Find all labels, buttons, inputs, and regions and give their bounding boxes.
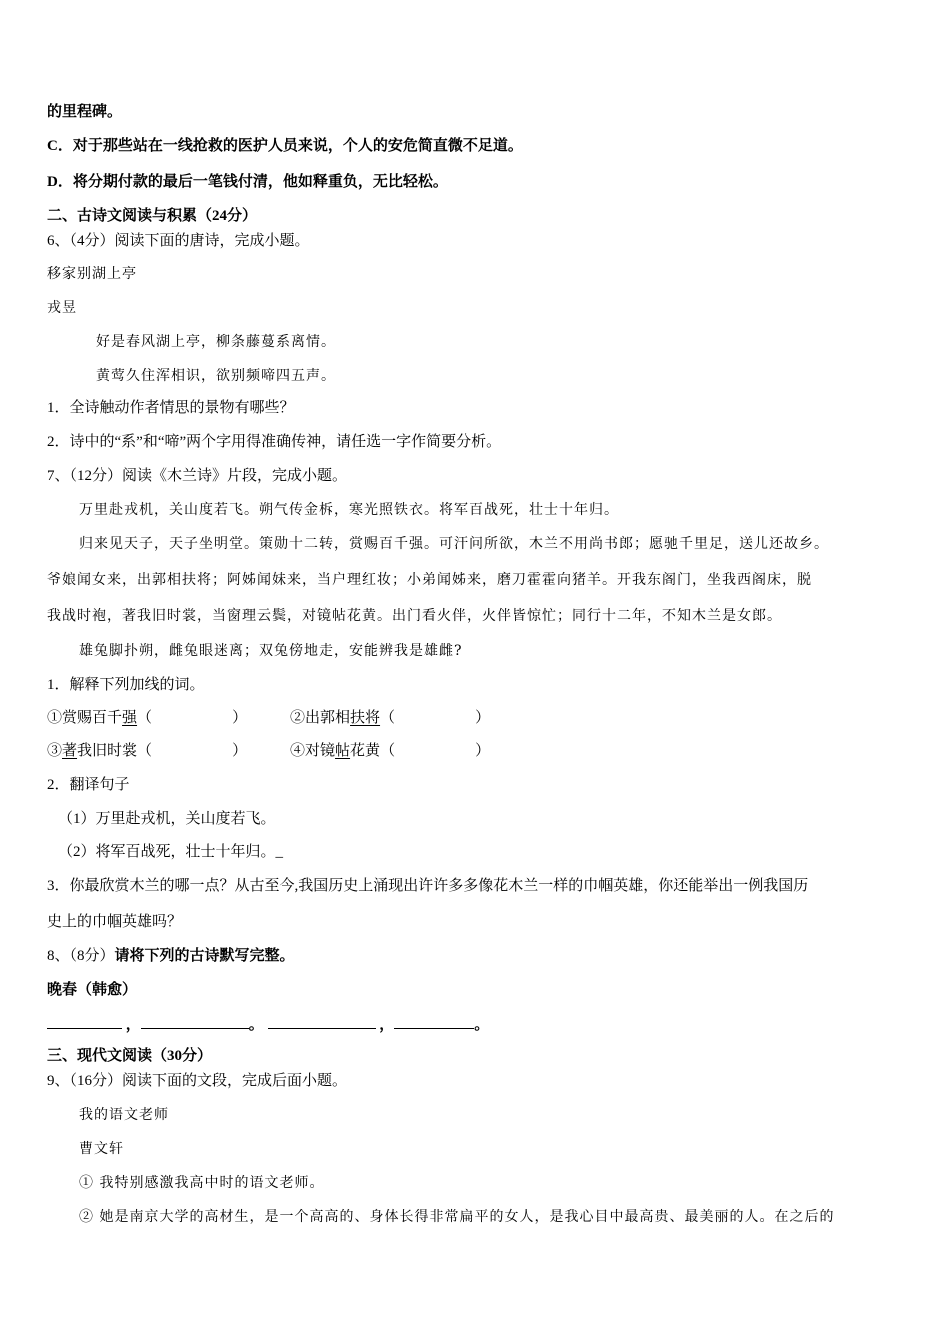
item-number: ② (290, 710, 306, 726)
word-item-3 (47, 741, 247, 761)
punct: ， (125, 1017, 141, 1033)
mulan-paragraph: 雄兔脚扑朔，雌兔眼迷离；双兔傍地走，安能辨我是雄雌? (79, 643, 463, 659)
open-paren: （ (137, 710, 153, 726)
item-text: 出郭相 (305, 710, 351, 726)
question-7-1: 1．解释下列加线的词。 (47, 677, 205, 693)
essay-paragraph: ① 我特别感激我高中时的语文老师。 (79, 1175, 325, 1191)
translate-item: （2）将军百战死，壮士十年归。_ (58, 844, 284, 860)
fill-blank[interactable] (394, 1012, 474, 1029)
section-heading: 二、古诗文阅读与积累（24分） (47, 208, 258, 224)
poem-author: 戎昱 (47, 300, 77, 316)
translate-item: （1）万里赴戎机，关山度若飞。 (58, 811, 276, 827)
question-8 (47, 946, 295, 966)
underlined-word: 帖 (335, 743, 351, 759)
underlined-word: 强 (122, 710, 138, 726)
option-text: 对于那些站在一线抢救的医护人员来说，个人的安危简直微不足道。 (72, 138, 523, 154)
item-number: ④ (290, 743, 306, 759)
item-number: ① (47, 710, 63, 726)
open-paren: （ (137, 743, 153, 759)
poem-line: 黄莺久住浑相识，欲别频啼四五声。 (96, 368, 336, 384)
poem-title: 晚春（韩愈） (47, 982, 138, 998)
option-label: C． (47, 138, 73, 154)
punct: 。 (474, 1017, 490, 1033)
question-7-3: 3．你最欣赏木兰的哪一点？从古至今,我国历史上涌现出许许多多像花木兰一样的巾帼英雄，你还能举出一例我国历 (47, 878, 809, 894)
item-text: 对镜 (305, 743, 336, 759)
fill-blank[interactable] (47, 1012, 122, 1029)
open-paren: （ (380, 710, 396, 726)
item-text: 赏赐百千 (62, 710, 123, 726)
option-c (47, 136, 523, 156)
fill-blank[interactable] (141, 1012, 249, 1029)
underlined-word: 扶将 (350, 710, 381, 726)
question-number: 8、（8分） (47, 948, 115, 964)
question-6: 6、（4分）阅读下面的唐诗，完成小题。 (47, 233, 310, 249)
question-7: 7、（12分）阅读《木兰诗》片段，完成小题。 (47, 468, 348, 484)
question-6-1: 1．全诗触动作者情思的景物有哪些？ (47, 400, 295, 416)
mulan-paragraph: 我战时袍，著我旧时裳，当窗理云鬓，对镜帖花黄。出门看火伴，火伴皆惊忙；同行十二年，不知木兰是女郎。 (47, 608, 782, 624)
option-text: 将分期付款的最后一笔钱付清，他如释重负，无比轻松。 (72, 174, 448, 190)
item-text: 我旧时裳 (77, 743, 138, 759)
essay-title: 我的语文老师 (79, 1107, 169, 1123)
option-label: D． (47, 174, 73, 190)
question-prompt: 请将下列的古诗默写完整。 (114, 948, 295, 964)
essay-author: 曹文轩 (79, 1141, 124, 1157)
question-7-3-cont: 史上的巾帼英雄吗？ (47, 914, 183, 930)
item-text: 花黄 (350, 743, 381, 759)
close-paren: ） (475, 710, 491, 726)
question-7-2: 2．翻译句子 (47, 777, 130, 793)
section-heading: 三、现代文阅读（30分） (47, 1048, 213, 1064)
open-paren: （ (380, 743, 396, 759)
question-6-2: 2．诗中的“系”和“啼”两个字用得准确传神，请任选一字作简要分析。 (47, 434, 502, 450)
close-paren: ） (232, 710, 248, 726)
item-number: ③ (47, 743, 63, 759)
word-item-1 (47, 708, 247, 728)
close-paren: ） (475, 743, 491, 759)
question-9: 9、（16分）阅读下面的文段，完成后面小题。 (47, 1073, 348, 1089)
poem-title: 移家别湖上亭 (47, 266, 137, 282)
fill-blank[interactable] (268, 1012, 376, 1029)
word-item-4 (290, 741, 490, 761)
mulan-paragraph: 万里赴戎机，关山度若飞。朔气传金柝，寒光照铁衣。将军百战死，壮士十年归。 (79, 502, 619, 518)
text-line: 的里程碑。 (47, 104, 123, 120)
essay-paragraph: ② 她是南京大学的高材生，是一个高高的、身体长得非常扁平的女人，是我心目中最高贵、最美丽的人。在之后的 (79, 1209, 835, 1225)
close-paren: ） (232, 743, 248, 759)
underlined-word: 著 (62, 743, 78, 759)
option-d (47, 172, 448, 192)
poem-line: 好是春风湖上亭，柳条藤蔓系离情。 (96, 334, 336, 350)
mulan-paragraph: 爷娘闻女来，出郭相扶将；阿姊闻妹来，当户理红妆；小弟闻姊来，磨刀霍霍向猪羊。开我东阁门，坐我西阁床，脱 (47, 572, 812, 588)
recite-blanks (47, 1012, 489, 1035)
word-item-2 (290, 708, 490, 728)
mulan-paragraph: 归来见天子，天子坐明堂。策勋十二转，赏赐百千强。可汗问所欲，木兰不用尚书郎；愿驰千里足，送儿还故乡。 (79, 536, 829, 552)
punct: 。 (248, 1017, 264, 1033)
punct: ， (379, 1017, 395, 1033)
